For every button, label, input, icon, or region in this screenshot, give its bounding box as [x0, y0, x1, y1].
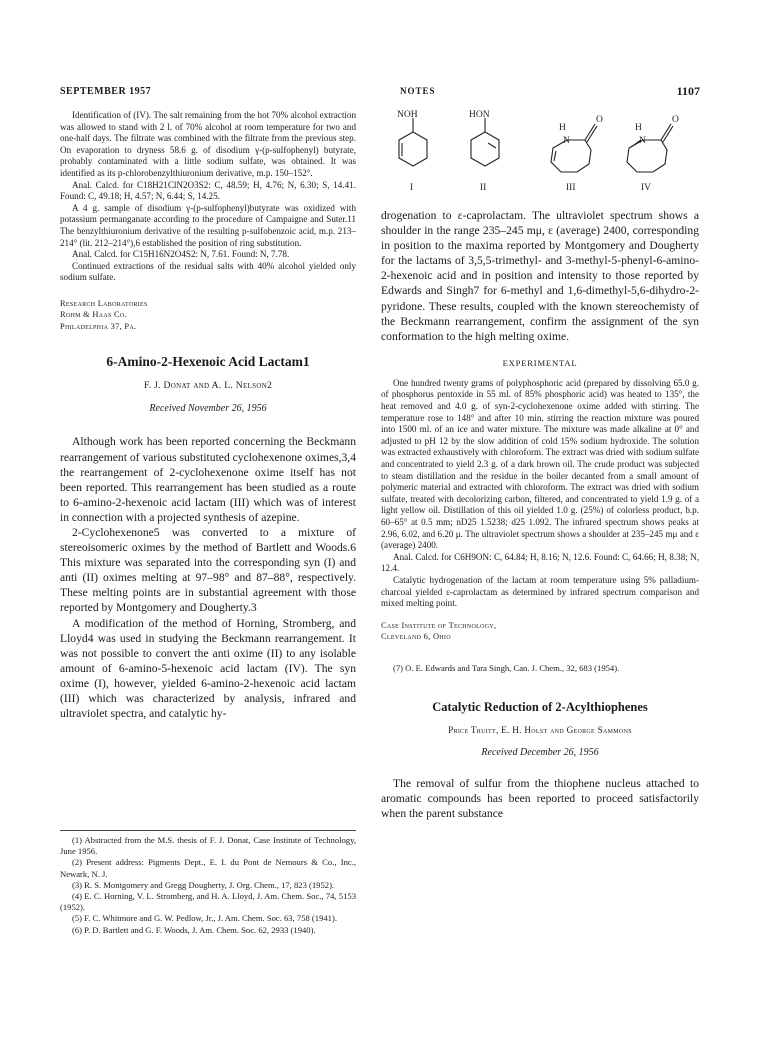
continuation-para-4: Anal. Calcd. for C15H16N2O4S2: N, 7.61. Found: N, 7.78. [72, 249, 290, 260]
body-paragraph: A modification of the method of Horning, Stromberg, and Lloyd4 was used in studying the Beckmann rearrangement. It was not possible to convert the anti oxime (II) to any isolable amount of 6-amino-5-hexenoic acid lactam (IV). The syn oxime (I), however, yielded 6-amino-2-hexenoic acid lactam (III) which was characterized by analysis, infrared and ultraviolet spectra, and catalytic hy- [60, 616, 356, 721]
lab-address [60, 298, 356, 333]
h-label-IV: H [635, 123, 642, 133]
lab-line: Philadelphia 37, Pa. [60, 321, 137, 331]
chemical-structures [381, 110, 699, 200]
oxime-syn-label: NOH [397, 110, 418, 120]
footnote-7: (7) O. E. Edwards and Tara Singh, Can. J. Chem., 32, 683 (1954). [393, 662, 620, 673]
lab-line: Case Institute of Technology, [381, 620, 497, 630]
left-column [60, 110, 356, 721]
header-section: NOTES [400, 86, 436, 96]
experimental-para: One hundred twenty grams of polyphosphoric acid (prepared by dissolving 65.0 g. of phosphorus pentoxide in 55 ml. of 85% phosphoric acid) was heated to 135°, the heat removed and 4.0 g. of syn-2-cyclohexenone oxime added with stirring. The temperature rose to 148° and after 10 min. stirring the reaction mixture was poured into 1500 ml. of an ice and water mixture. The mixture was made alkaline at 0° and adjusted to pH 12 by the slow addition of cold 15% sodium hydroxide. The solution was extracted exhaustively with chloroform. The extract was dried with sodium sulfate and concentrated to yield 2.3 g. of a dark brown oil. The crude product was subjected to steam distillation and the residue in the boiler decanted from a small amount of polymeric material and extracted with chloroform. The extract was dried with sodium sulfate, treated with decolorizing carbon, filtered, and concentrated to yield 1.9 g. of a light yellow oil. Distillation of this oil yielded 1.0 g. (25%) of colorless product, b.p. 60–65° at 0.5 mm; nD25 1.5238; d25 1.092. The infrared spectrum shows peaks at 2.96, 6.02, and 6.20 μ. The ultraviolet spectrum shows a shoulder at 235–245 mμ and ε (average) 2400. [381, 377, 699, 551]
article2-authors: Price Truitt, E. H. Holst and George Sammons [448, 724, 632, 735]
continuation-para-1: Identification of (IV). The salt remaining from the hot 70% alcohol extraction was allowed to stand with 2 l. of 70% alcohol at room temperature for two and one-half days. The filtrate was combined with the filtrate from the previous step. On evaporation to dryness 58.6 g. of disodium γ-(p-sulfophenyl) butyrate, probably contaminated with a little sodium sulfate, was obtained. It was identified as its p-chlorobenzylthiuronium derivative, m.p. 150–152°. [60, 110, 356, 178]
structure-IV [627, 124, 673, 172]
lab-address-2 [381, 620, 699, 643]
body-paragraph: 2-Cyclohexenone5 was converted to a mixture of stereoisomeric oximes by the method of Bartlett and Woods.6 This mixture was separated into the corresponding syn (I) and anti (II) oximes melting at 97–98° and 87–88°, respectively. These melting points are in substantial agreement with those reported by Montgomery and Dougherty.3 [60, 525, 356, 615]
footnote-4: (4) E. C. Horning, V. L. Stromberg, and H. A. Lloyd, J. Am. Chem. Soc., 74, 5153 (1952). [60, 891, 356, 913]
label-IV: IV [641, 183, 652, 193]
article2-body: The removal of sulfur from the thiophene nucleus attached to aromatic compounds has been reported to proceed satisfactorily when the parent substance [381, 776, 699, 821]
o-label-IV: O [672, 115, 679, 125]
page-header [60, 86, 700, 104]
article-authors: F. J. Donat and A. L. Nelson2 [143, 380, 273, 392]
n-label-III: N [563, 136, 570, 146]
n-label-IV: N [639, 136, 646, 146]
continuation-para-5: Continued extractions of the residual salts with 40% alcohol yielded only sodium sulfate. [60, 260, 356, 283]
footnote-2: (2) Present address: Pigments Dept., E. I. du Pont de Nemours & Co., Inc., Newark, N. J. [60, 857, 356, 879]
experimental-heading: EXPERIMENTAL [502, 357, 578, 368]
continuation-para-2: Anal. Calcd. for C18H21ClN2O3S2: C, 48.59; H, 4.76; N, 6.30; S, 14.41. Found: C, 49.18; H, 4.57; N, 6.44; S, 14.25. [60, 179, 356, 202]
article-title: 6-Amino-2-Hexenoic Acid Lactam1 [106, 354, 310, 370]
label-I: I [410, 183, 414, 193]
body-paragraph: Although work has been reported concerning the Beckmann rearrangement of various substituted cyclohexenone oximes,3,4 the rearrangement of 2-cyclohexenone oxime itself has not been reported. This rearrangement has been studied as a route to 6-amino-2-hexenoic acid lactam (III) which was of interest in connection with a projected synthesis of azepine. [60, 435, 356, 524]
o-label-III: O [596, 115, 603, 125]
footnote-5: (5) F. C. Whitmore and G. W. Pedlow, Jr., J. Am. Chem. Soc. 63, 758 (1941). [72, 913, 337, 924]
structure-III [551, 124, 597, 172]
lab-line: Rohm & Haas Co. [60, 310, 127, 320]
hydrogenation-para: Catalytic hydrogenation of the lactam at room temperature using 5% palladium-charcoal yielded ε-caprolactam as determined by infrared spectrum comparison and mixed melting point. [381, 574, 699, 609]
right-column [381, 110, 699, 821]
footnote-1: (1) Abstracted from the M.S. thesis of F. J. Donat, Case Institute of Technology, June 1956. [60, 835, 356, 857]
label-II: II [480, 183, 487, 193]
label-III: III [566, 183, 576, 193]
lab-line: Cleveland 6, Ohio [381, 632, 451, 642]
footnote-6: (6) P. D. Bartlett and G. F. Woods, J. Am. Chem. Soc. 62, 2933 (1940). [72, 924, 316, 935]
received-date: Received November 26, 1956 [149, 403, 267, 415]
footnote-3: (3) R. S. Montgomery and Gregg Dougherty, J. Org. Chem., 17, 823 (1952). [72, 879, 335, 890]
continuation-para-3: A 4 g. sample of disodium γ-(p-sulfophenyl)butyrate was oxidized with potassium permanganate according to the procedure of Campaigne and Suter.11 The benzylthiuronium derivative of the resulting p-sulfobenzoic acid, m.p. 213–214° (lit. 212–214°),6 established the position of ring substitution. [60, 202, 356, 248]
analysis-para: Anal. Calcd. for C6H9ON: C, 64.84; H, 8.16; N, 12.6. Found: C, 64.66; H, 8.38; N, 12.4. [381, 551, 699, 574]
body-paragraph-cont: drogenation to ε-caprolactam. The ultraviolet spectrum shows a shoulder in the range 235–245 mμ, ε (average) 2400, corresponding in position to the maxima reported by Montgomery and Dougherty for the lactams of 3,5,5-trimethyl- and 3-methyl-5-phenyl-6-amino-2-hexenoic acid and in position and intensity to those reported by Edwards and Singh7 for 6-methyl and 1,6-dimethyl-5,6-dihydro-2-pyridone. These results, coupled with the known stereochemisty of the Beckmann rearrangement, confirm the assignment of the syn conformation to the high melting oxime. [381, 209, 699, 343]
lab-line: Research Laboratories [60, 298, 148, 308]
page-number: 1107 [676, 84, 700, 98]
structures-figure [381, 110, 699, 200]
article2-received: Received December 26, 1956 [481, 746, 599, 758]
structure-I [399, 118, 427, 166]
oxime-anti-label: HON [469, 110, 490, 120]
structure-II [471, 118, 499, 166]
header-date: SEPTEMBER 1957 [60, 86, 152, 97]
h-label-III: H [559, 123, 566, 133]
footnotes [60, 830, 356, 936]
article2-title: Catalytic Reduction of 2-Acylthiophenes [432, 699, 648, 714]
